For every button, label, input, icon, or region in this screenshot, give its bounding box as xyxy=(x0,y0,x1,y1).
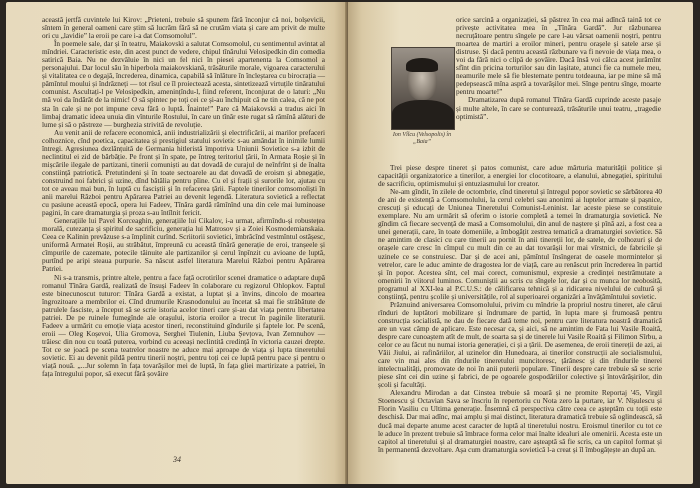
photo-shoulders xyxy=(392,100,454,130)
photo-hair xyxy=(406,58,438,72)
right-full-text-column xyxy=(378,164,662,454)
paragraph: Ne-am gîndit, în zilele de octombrie, cînd tineretul și întregul popor sovietic se sărbătorea 40 de ani de existență a Comsomolului, la cerul celebri sau anonimi ai luptelor armate și pașnice, crescuți și educați de Uniunea Tineretului Comunist-Leninist. Iar aceste piese se constituie exemplare. Nu am urmărit să oferim o istorie completă a temei în dramaturgia sovietică. Ne gîndim că fiecare secvență de masă a Comsomolului, din anul de naștere și pînă azi, a fost cea a unei generații, care, în toate domeniile, a îmbogățit zestrea tematică a dramaturgiei sovietice. Să ne amintim de clasici cu care tinerii au pornit în anii tinereții lor, de satele, de colhozuri și de orașele care cresc în cîmpul cu mult din ce au dat tovarășii lor mai vîrstnici, de fabricile și uzinele ce se construiesc. Dar și de acei ani, pămîntul însîngerat de oasele mormintelor și vetrelor, care le aduc aminte de dragostea lor de viață, care au renăscut prin încrederea în partid și în popor. Acestea sînt, cel mai corect, comunismul, expresie a credinței nestrămutate a omenirii în viitorul luminos. Comuniștii au scris cu sîngele lor, dar și cu munca lor neobosită, programul al XXI-lea al P.C.U.S.: de călificarea tehnică și a ridicarea nivelului de cultură și conștiință, pentru școlile și universitățile, rol al superioarei organizări a învățămîntului sovietic. xyxy=(378,187,662,301)
paragraph: Dramatizarea după romanul Tînăra Gardă cuprinde aceste pasaje și multe altele, în care se conturează, trăsăturile unui teatru, „tragedie optimistă”. xyxy=(456,95,661,121)
actor-photo xyxy=(391,47,455,130)
paragraph: Trei piese despre tineret și patos comunist, care adue mărturia maturității politice și capacității organizatorice a tinerilor, a energiei lor clocotitoare, a elanului, abnegației, spiritului de sacrificiu, optimismului și entuziasmului lor creator. xyxy=(378,163,662,189)
left-text-column xyxy=(42,16,325,378)
paragraph: orice sarcină a organizației, să păstrez în cea mai adîncă taină tot ce privește activitatea mea în „Tînăra Gardă”. Jur răzbunarea necruțătoare pentru sîngele pe care l-au vărsat oamenii noștri, pentru moartea de martiri a eroilor mineri, pentru orașele și satele arse și distruse. Și dacă pentru această răzbunare va fi nevoie de viața mea, o voi da fără nici o clipă de șovăire. Dacă însă voi călca acest jurămînt sfînt din pricina torturilor sau din lașitate, atunci fie ca numele meu, neamurile mele să fie blestemate pentru totdeauna, iar pe mine să mă pedepsească mîna aspră a tovarășilor mei. Sînge pentru sînge, moarte pentru moarte!” xyxy=(456,15,661,97)
paragraph: Prăznuind aniversarea Comsomolului, privim cu mîndrie la propriul nostru tineret, ale cărui rînduri de luptători mobilizare și îndrumare de partid, în lupta mare și frumoasă pentru construcția socialistă, ne dau de fiecare dată teme noi, pentru care literatura noastră dramatică are un vast câmp de aplicare. Este necesar ca, și aici, să ne amintim de Fata lui Vasile Roaită, despre care cunoaștem atît de mult, de soarta sa și de tinerele lui Vasile Roaită și Filimon Sîrbu, a celor ce au făcut nu numai istoria generației, ci și a țării. De asemenea, de eroii tinereții de azi, ai Văii Jiului, ai rafinăriilor, al uzinelor din Hunedoara, ai tinerilor construcții ale socialismului, care vin mai ales din rîndurile tineretului muncitoresc, țărănesc și din rîndurile tinerei intelectualități, promovate de noi în anii puterii populare. Tinerii despre care trebuie să se scrie piese sînt cei din uzine și fabrici, de pe ogoarele gospodăriilor colective și întovărășirilor, din școli și facultăți. xyxy=(378,299,662,390)
paragraph: Alexandru Mirodan a dat Cinstea trebuie să moară și ne promite Reportaj '45, Virgil Stoenescu și Octavian Sava se înscriu în repertoriu cu Nota zero la purtare, iar V. Nișulescu și Florin Vasiliu cu Ultima generație. Însemnă că perspectiva către ceea ce așteptăm cu toții este deschisă. Dar mai adînc, mai amplu și mai distinct, literatura dramatică trebuie să oglindească, să ducă mai departe anume acest caracter de luptă al tineretului nostru. Eroismul tinerilor cu tot ce le aduce în prezent trebuie să îmbrace forma celor mai înalte idealuri ale omenirii. Acesta este un capitol al tineretului și al dramaturgiei noastre, care așteaptă să fie scris, ca un capitol format și în permanentă dezvoltare. Aşa cum dramaturgia sovietică l-a creat și îl îmbogățește an după an. xyxy=(378,388,662,454)
paragraph: această jertfă cuvintele lui Kirov: „Prieteni, trebuie să spunem fără înconjur că noi, bolșevicii, sîntem în general oameni care știm să lucrăm fără să ne crutăm viata și care am privit de multe ori cu „lavidie” la eroii pe care i-a dat Comsomolul”. xyxy=(42,15,325,41)
left-page xyxy=(6,2,348,484)
paragraph: În poemele sale, dar și în teatru, Maiakovski a salutat Comsomolul, cu sentimentul avintat al mîndriei. Caracteristic este, din acest punct de vedere, chipul tînărului Velosipedkin din comedia satirică Baia. Nu ne dezvăluie în nici un fel nici în piesei apartenenta la Comsomol a personajului. Dar locul său în hiperbola maiakovskiană, trăsăturile morale, vigoarea caracterului și vitalitatea ce o degajă, încrederea, dinamica, capabilă să înlăture în încleștarea cu birocrația — pămîntul moului și îndrăzneți — tot rîsul ce îl proiectează acesta, sintetizează virtuțile tinăratului comunist. Ascultați-l pe Velosipedkin, amenințîndu-l, fiind referent, înconjurat de o laturi: „Nu mă voi da îndărăt de la nimic! O să spintec pe toți cei ce și-au închipuit că ne tin calea, că ne pot sta în cale și ne pot impune ceva fără o luptă. Înainte!” Pare că Maiakovski a tradus aici în limbaj dramatic ideea unuia din vînturile Rostului, în care un tînăr este rugat să rămînă alături de lume și să o păstreze — burghezia strivită de revoluție. xyxy=(42,39,325,129)
page-number: 34 xyxy=(173,455,181,464)
paragraph: Ni s-a transmis, printre altele, pentru a face față ocrotirilor scenei dramatice o adaptare după romanul Tînăra Gardă, realizată de însuși Fadeev în colaborare cu regizorul Ohlopkov. Faptul este binecunoscut tuturor: Tînăra Gardă a existat, a luptat și a învins, dincolo de moartea îngrozitoare a membrilor ei. Cînd drumurile Krasnodonului au încetat să mai fie străbătute de patrulele fasciste, a început să se scrie istoria acelor tineri care și-au dat viața pentru libertatea patriei. De pe ruinele fumegînde ale orașului, istoria eroilor a trecut în paginile literaturii. Fadeev a urmărit cu emoție viața acestor tineri, reconstituind gîndurile și faptele lor. Pe scenă, eroii — Oleg Koșevoi, Ulia Gromova, Serghei Tiulenin, Liuba Șevțova, Ivan Zemnuhov — trăiesc din nou cu toată puterea, vorbind cu aceeași neclintită credință în victoria cauzei drepte. Tot ce se joacă pe scena teatrelor noastre ne aduce mai aproape de viața și lupta tineretului sovietic. Ei au devenit pildă pentru tinerii noștri, pentru toți cei ce luptă pentru pace și pentru o viață nouă. „...Jur solemn în fața tovarășilor mei de luptă, în fața gliei martirizate a patriei, în fața întregului popor, să execut fără șovăire xyxy=(42,272,325,379)
paragraph: Generațiile lui Pavel Korceaghin, generațiile lui Cikalov, i-a urmat, afirmîndu-și robustețea morală, cutezanța și spiritul de sacrificiu, generația lui Matrosov și a Zoiei Kosmodemianskaia. Ceea ce Kalinin prevăzuse s-a împlinit curînd. Scriitorii sovietici, îmbrăcînd vestmîntul ostășesc, uniformă Armatei Roșii, au străbătut, împreună cu această tînără generație de eroi, tranșeele și cîmpurile de cazemate, potecile tăinuite ale partizanilor și cerul înpînzit cu avioane de luptă, purtînd pe aripi steaua purpurie. Sa născut astfel literatura Marelui Război pentru Apărarea Patriei. xyxy=(42,216,325,274)
right-top-text-column xyxy=(456,16,661,121)
paragraph: Au venit anii de refacere economică, anii industrializării și electrificării, ai marilor prefaceri colhoznice, cînd poetica, capacitatea și prestigiul statului sovietic s-au amândat în inimile lumii întregi. Agresiunea dezlănțuită de Germania hitleristă împotriva Uniunii Sovietice s-a izbit de neclintitul ei zid de bărbăție. Pe front și în spate, pe întreg teritoriul țării, în Armata Roșie și în mișcările ilegale de partizani, tinerii comuniști au dat dovadă de curajul de neînfrînt și de înalta constiință patriotică. Pretutindeni și în toate sectoarele au dat dovadă de eroism și abnegație, construind noi fabrici și uzine, dînd bătălia pentru pîine. Cu el și frații și surorile lor, ajutau cu tot ce aveau mai bun, în luptă cu fasciștii și în refacerea țării. Faptele tinerilor comsomoliști în anii marelui Război pentru Apărarea Patriei au devenit legendă. Literatura sovietică a reflectat cu pasiune această epocă, opera lui Fadeev, Tînăra gardă rămînînd una din cele mai luminoase pagini, în care dramaturgia și proza s-au întîlnit fericit. xyxy=(42,127,325,218)
photo-caption: Ion Vîlcu (Velsopolis) în „Baia” xyxy=(392,132,452,145)
right-page xyxy=(348,2,693,484)
